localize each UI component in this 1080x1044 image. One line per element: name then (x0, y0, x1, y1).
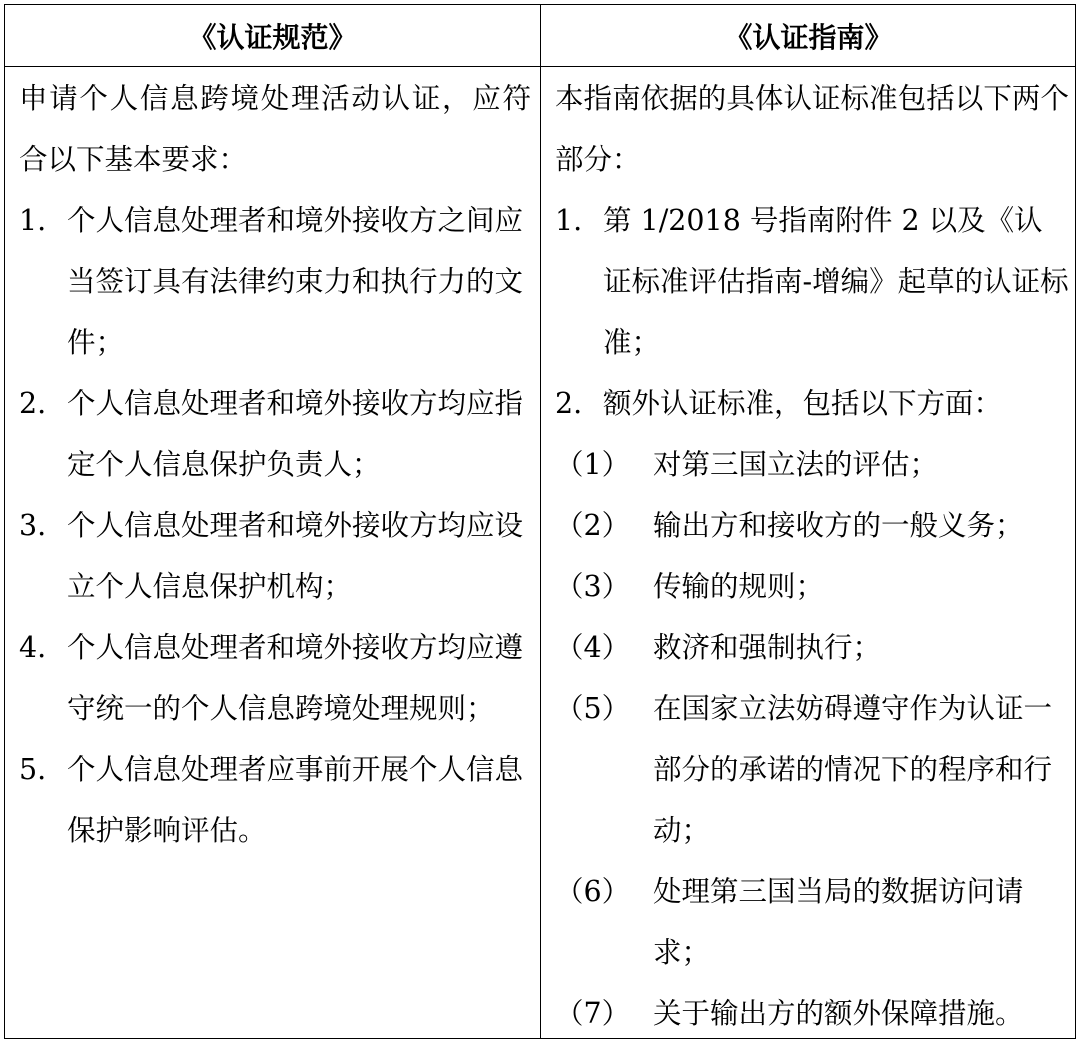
sub-list-item-text: 对第三国立法的评估； (653, 448, 939, 481)
sub-list-item-text: 输出方和接收方的一般义务； (653, 509, 1024, 542)
sub-list-item (555, 434, 1069, 495)
sub-list-item-number: （6） (555, 875, 631, 908)
list-item (19, 495, 531, 617)
list-item-text: 个人信息处理者和境外接收方均应设立个人信息保护机构； (67, 509, 524, 603)
list-item-text: 个人信息处理者和境外接收方之间应当签订具有法律约束力和执行力的文件； (67, 204, 524, 359)
list-item-number: 2. (555, 387, 583, 420)
sub-list-item (555, 861, 1069, 983)
sub-list-item (555, 678, 1069, 861)
sub-list-item-text: 关于输出方的额外保障措施。 (653, 997, 1024, 1030)
list-item (19, 617, 531, 739)
sub-list-item-text: 处理第三国当局的数据访问请求； (653, 875, 1024, 969)
left-column (19, 68, 531, 861)
sub-list-item-number: （7） (555, 997, 631, 1030)
sub-list-item (555, 617, 1069, 678)
sub-list-item (555, 495, 1069, 556)
list-item-text: 个人信息处理者应事前开展个人信息保护影响评估。 (67, 753, 524, 847)
right-intro: 本指南依据的具体认证标准包括以下两个部分： (555, 82, 1069, 176)
sub-list-item (555, 556, 1069, 617)
list-item-text: 个人信息处理者和境外接收方均应遵守统一的个人信息跨境处理规则； (67, 631, 524, 725)
list-item (19, 739, 531, 861)
sub-list-item-text: 在国家立法妨碍遵守作为认证一部分的承诺的情况下的程序和行动； (653, 692, 1053, 847)
sub-list-item-number: （1） (555, 448, 631, 481)
list-item-number: 5. (19, 753, 47, 786)
list-item-number: 3. (19, 509, 47, 542)
list-item-text: 第 1/2018 号指南附件 2 以及《认证标准评估指南-增编》起草的认证标准； (603, 204, 1069, 359)
list-item-number: 1. (555, 204, 583, 237)
list-item-text: 额外认证标准，包括以下方面： (603, 387, 1003, 420)
sub-list-item (555, 983, 1069, 1044)
column-divider (540, 5, 541, 1038)
header-certification-spec: 《认证规范》 (188, 20, 357, 54)
list-item-number: 1. (19, 204, 47, 237)
sub-list-item-number: （5） (555, 692, 631, 725)
header-divider (5, 66, 1075, 67)
list-item (19, 373, 531, 495)
list-item-text: 个人信息处理者和境外接收方均应指定个人信息保护负责人； (67, 387, 524, 481)
left-intro: 申请个人信息跨境处理活动认证，应符合以下基本要求： (19, 82, 531, 176)
comparison-table (4, 4, 1076, 1039)
list-item-number: 4. (19, 631, 47, 664)
sub-list-item-number: （3） (555, 570, 631, 603)
sub-list-item-text: 传输的规则； (653, 570, 825, 603)
list-item (555, 373, 1069, 434)
right-column (555, 68, 1069, 1044)
list-item (19, 190, 531, 373)
header-certification-guide: 《认证指南》 (724, 20, 893, 54)
sub-list-item-number: （4） (555, 631, 631, 664)
list-item (555, 190, 1069, 373)
sub-list-item-text: 救济和强制执行； (653, 631, 882, 664)
list-item-number: 2. (19, 387, 47, 420)
sub-list-item-number: （2） (555, 509, 631, 542)
